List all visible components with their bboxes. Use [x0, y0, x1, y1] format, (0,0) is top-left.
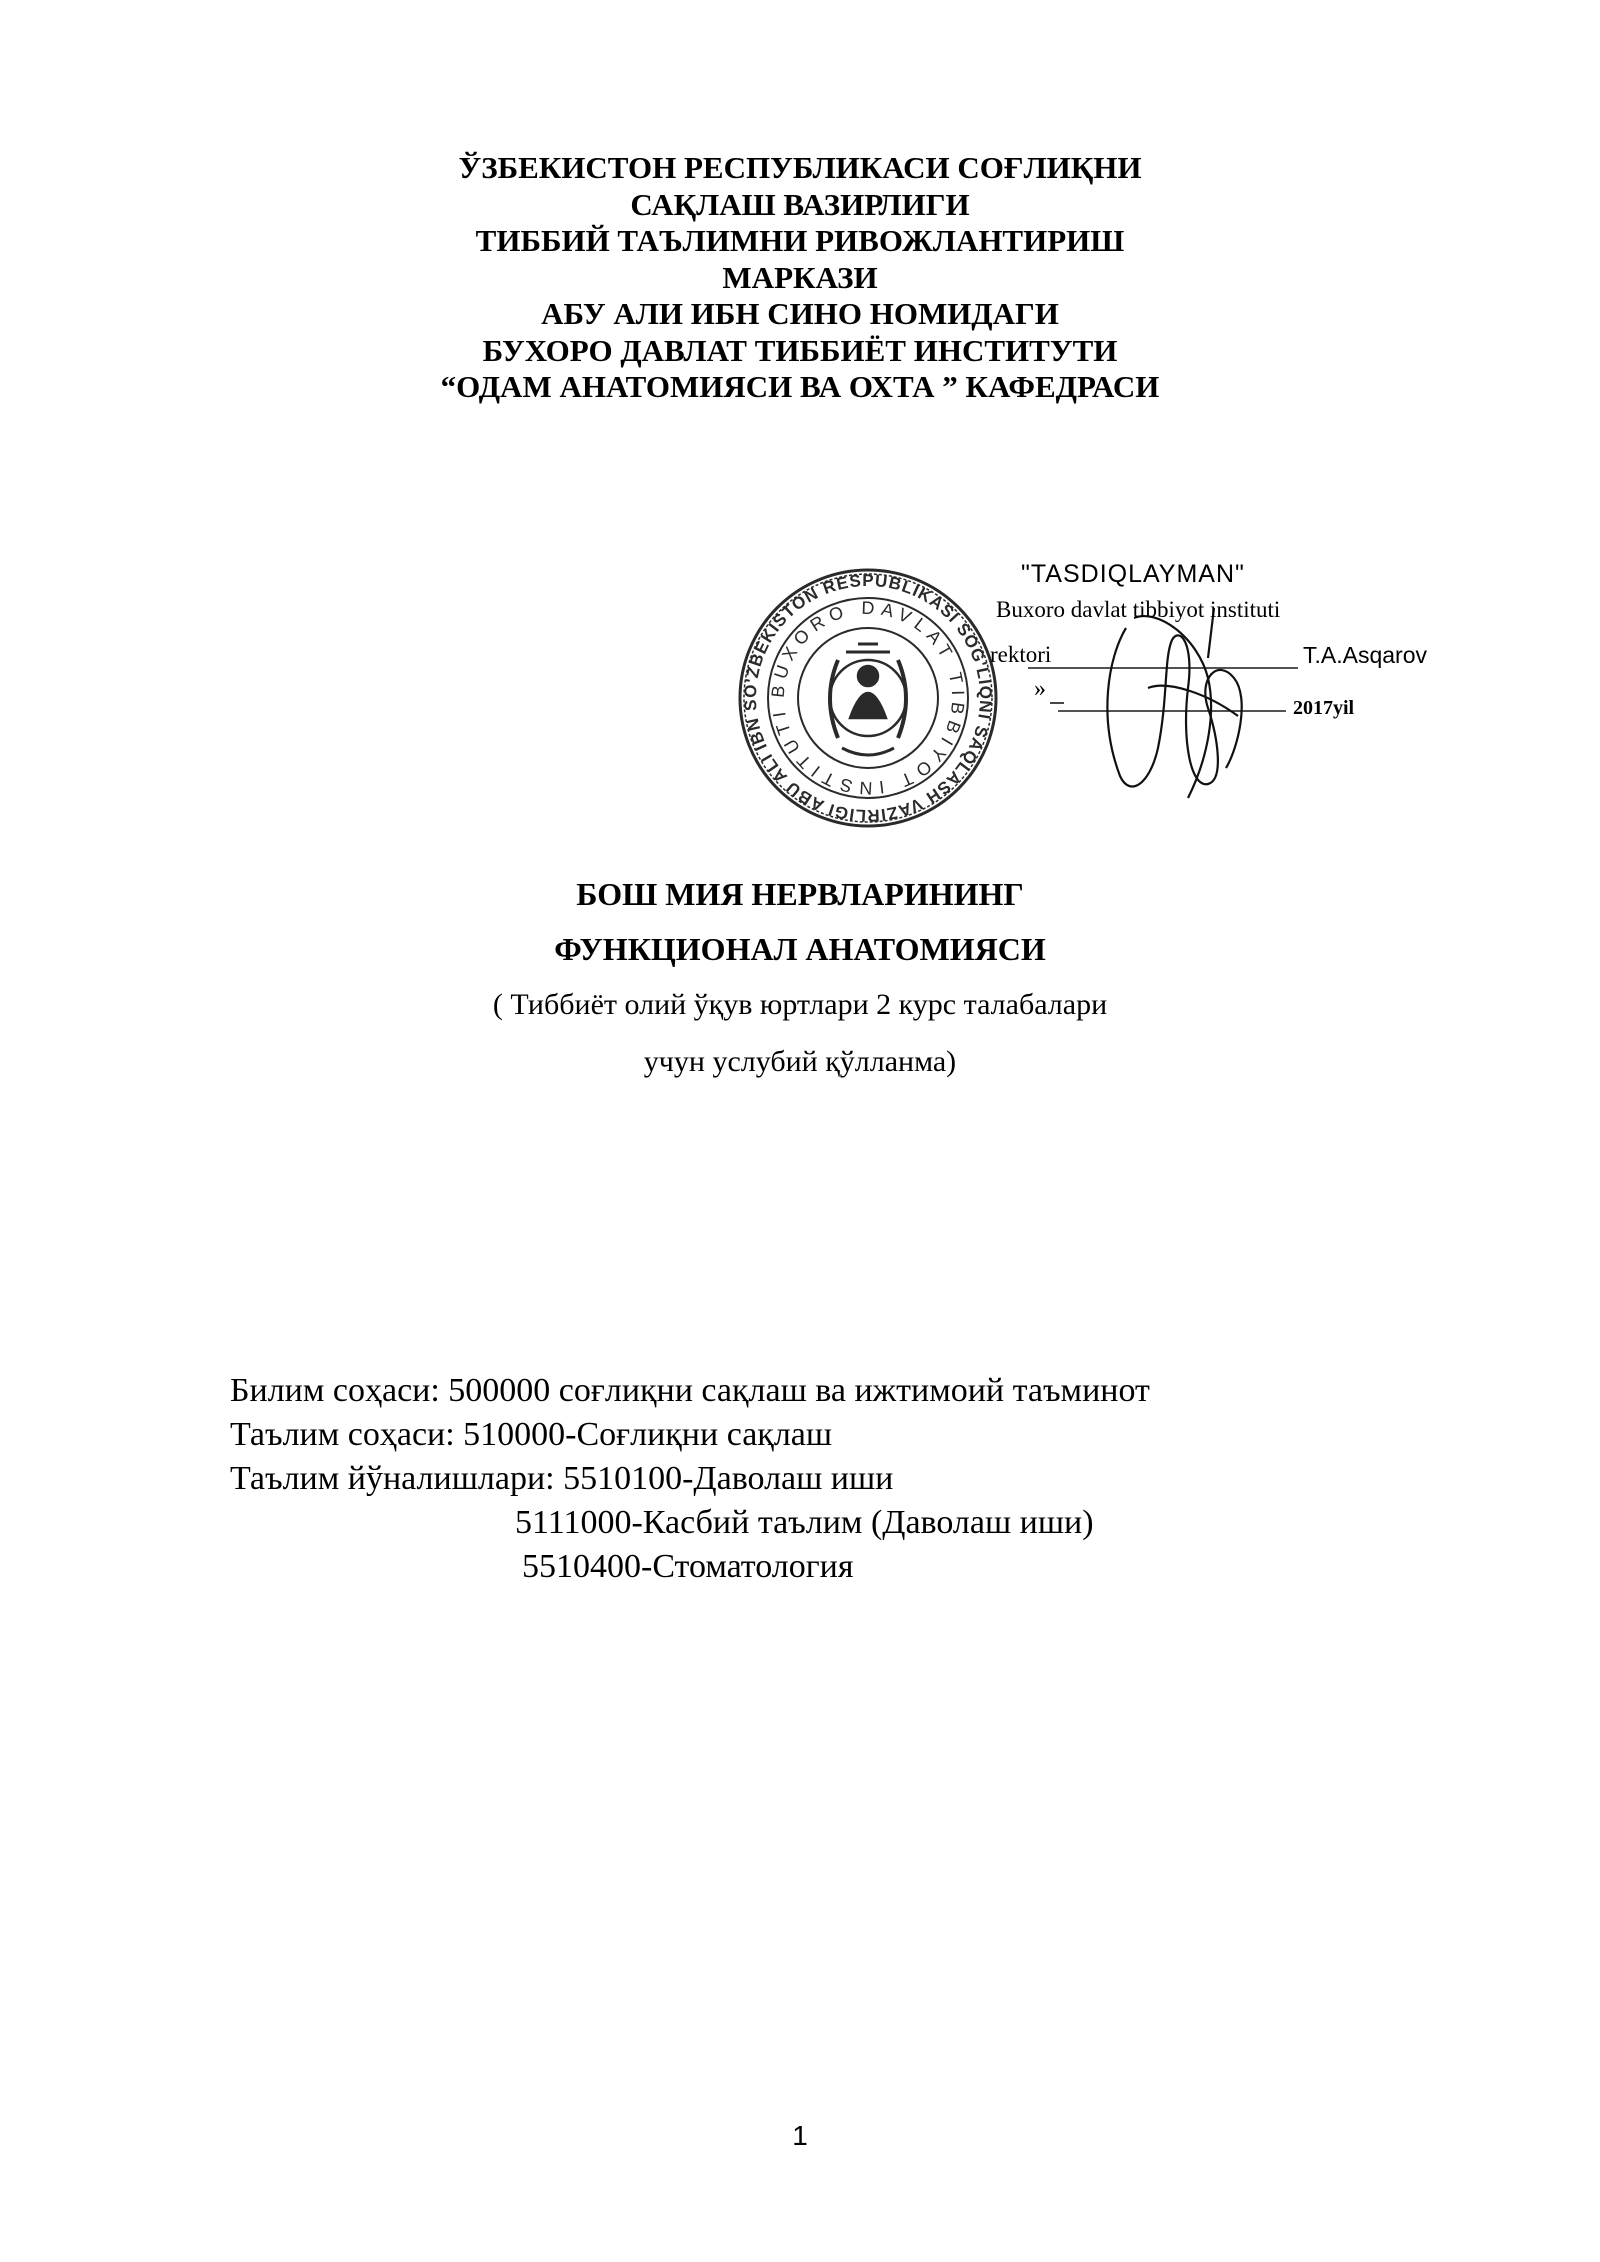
approval-year: 2017yil [1293, 697, 1355, 719]
approval-rector: rektori [990, 642, 1052, 667]
document-subtitle: ( Тиббиёт олий ўқув юртлари 2 курс талабалари [492, 988, 1108, 1021]
header-line: САҚЛАШ ВАЗИРЛИГИ [630, 186, 970, 222]
header-line: ЎЗБЕКИСТОН РЕСПУБЛИКАСИ СОҒЛИҚНИ [458, 150, 1142, 185]
institution-header [0, 150, 1600, 406]
knowledge-area: Билим соҳаси: 500000 соғлиқни сақлаш ва ижтимоий таъминот [230, 1372, 1150, 1409]
approval-institution: Buxoro davlat tibbiyot instituti [996, 597, 1281, 622]
emblem-icon [830, 644, 906, 755]
education-area: Таълим соҳаси: 510000-Соғлиқни сақлаш [230, 1416, 833, 1453]
approval-name: T.A.Asqarov [1303, 642, 1427, 668]
header-line: “ОДАМ АНАТОМИЯСИ ВА ОХТА ” КАФЕДРАСИ [440, 369, 1160, 404]
document-subtitle: учун услубий қўлланма) [643, 1045, 957, 1078]
header-line: БУХОРО ДАВЛАТ ТИББИЁТ ИНСТИТУТИ [482, 332, 1118, 368]
header-line: АБУ АЛИ ИБН СИНО НОМИДАГИ [541, 296, 1059, 331]
education-direction: 5510400-Стоматология [522, 1548, 854, 1585]
document-title: БОШ МИЯ НЕРВЛАРИНИНГ [576, 876, 1024, 912]
approval-title: "TASDIQLAYMAN" [1021, 560, 1245, 588]
header-line: ТИББИЙ ТАЪЛИМНИ РИВОЖЛАНТИРИШ [475, 223, 1125, 258]
header-line: МАРКАЗИ [722, 259, 878, 295]
document-title: ФУНКЦИОНАЛ АНАТОМИЯСИ [554, 931, 1046, 967]
approval-quote: » [1034, 676, 1046, 702]
seal-outer-text: O'ZBEKISTON RESPUBLIKASI SOG'LIQNI SAQLASH VAZIRLIGI ABU ALI IBN SINO NOMIDAGI [730, 533, 996, 826]
education-direction: 5111000-Касбий таълим (Даволаш иши) [515, 1504, 1094, 1541]
education-direction: Таълим йўналишлари: 5510100-Даволаш иши [230, 1460, 894, 1497]
signature-mark [1107, 608, 1241, 798]
page-number: 1 [792, 2120, 808, 2151]
seal-inner-text: BUXORO DAVLAT TIBBIYOT INSTITUTI [767, 597, 969, 799]
